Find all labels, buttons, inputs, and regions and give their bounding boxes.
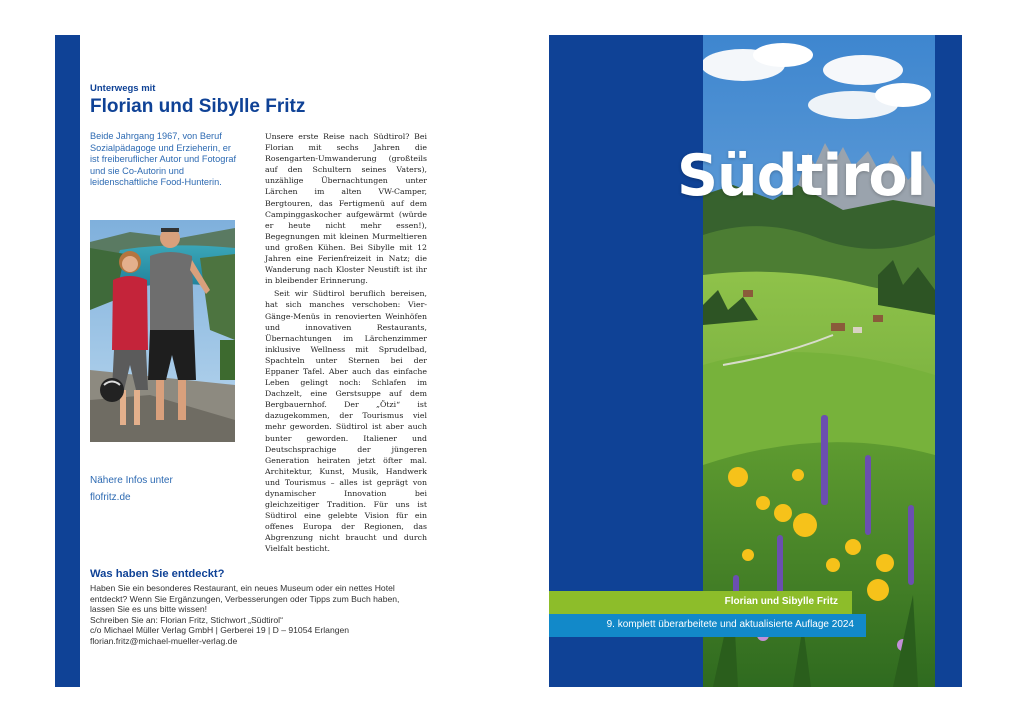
discover-line: Haben Sie ein besonderes Restaurant, ein neues Museum oder ein nettes Hotel [90,583,395,593]
discover-line: c/o Michael Müller Verlag GmbH | Gerberei 19 | D – 91054 Erlangen [90,625,350,636]
intro-paragraph-1: Unsere erste Reise nach Südtirol? Bei Florian mit sechs Jahren die Rosengarten-Umwanderung (großteils auf den Schultern seines Vaters), unzählige Übernachtungen unter Lärchen im alten VW-Camper, Bergtouren, das Fertigmenü auf dem Campinggaskocher aufgewärmt (würde er heute nicht mehr essen!), Begegnungen mit kleinen Murmeltieren und großen Kühen. Bei Sibylle mit 12 Jahren eine Ferienfreizeit in Natz; die Wanderung nach Kloster Neustift ist ihr in bleibender Erinnerung. [265,132,427,286]
authors-band [549,591,852,614]
intro-text [265,131,427,555]
authors-photo [90,220,235,442]
discover-line: Schreiben Sie an: Florian Fritz, Stichwort „Südtirol“ [90,614,283,625]
eyebrow-label: Unterwegs mit [90,83,156,94]
cover-landscape-photo [703,35,935,687]
website-link[interactable]: flofritz.de [90,492,131,503]
discover-contact-text [90,583,435,647]
discover-line: entdeckt? Wenn Sie Ergänzungen, Verbesserungen oder Tipps zum Buch haben, [90,593,400,604]
back-cover-page [80,35,440,687]
discover-heading: Was haben Sie entdeckt? [90,568,225,580]
cover-authors: Florian und Sibylle Fritz [724,596,838,607]
cover-title: Südtirol [677,143,926,209]
edition-band [549,614,866,637]
discover-line: lassen Sie es uns bitte wissen! [90,604,208,615]
more-info-label: Nähere Infos unter [90,475,173,486]
cover-edition: 9. komplett überarbeitete und aktualisierte Auflage 2024 [606,619,854,630]
contact-email[interactable]: florian.fritz@michael-mueller-verlag.de [90,635,238,646]
authors-bio: Beide Jahrgang 1967, von Beruf Sozialpädagoge und Erzieherin, er ist freiberuflicher Autor und Fotograf und sie Co-Autorin und leidenschaftliche Food-Hunterin. [90,131,237,188]
front-cover [549,35,962,687]
left-page-edge-stripe [55,35,80,687]
authors-heading: Florian und Sibylle Fritz [90,96,306,117]
intro-paragraph-2: Seit wir Südtirol beruflich bereisen, hat sich manches verschoben: Vier-Gänge-Menüs in renovierten Weinhöfen und innovativen Restaurants, Übernachtungen im Lärchenzimmer inklusive Wellness mit Sprudelbad, Spachteln unter Sternen bei der Eppaner Tafel. Aber auch das einfache Leben gelingt noch: Schlafen im Dachzelt, eine Gerstsuppe auf dem Bergbauernhof. Der „Ötzi“ ist dazugekommen, der Tourismus viel mehr geworden. Südtirol ist aber auch bunter geworden. Italiener und Deutschsprachige der jüngeren Generation heiraten jetzt öfter mal. Architektur, Kunst, Musik, Handwerk und Tourismus – alles ist geprägt von dynamischer Innovation bei gleichzeitiger Tradition. Für uns ist Südtirol eine gelebte Vision für ein offenes Europa der Regionen, das Abgrenzung nicht braucht und durch Vielfalt besticht. [265,289,427,554]
